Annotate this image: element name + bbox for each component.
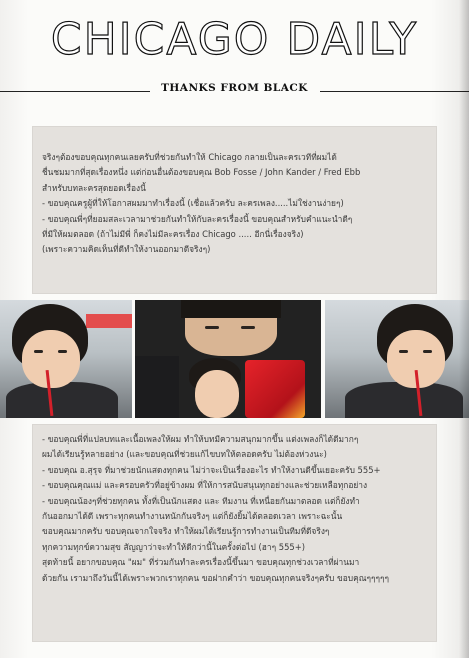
face [22,330,80,388]
eye [399,350,408,353]
box1-line: ที่มีให้ผมตลอด (ถ้าไม่มีพี่ ก็คงไม่มีละครเรื่อง Chicago ..... อีกนี่เรื่องจริง) [42,229,304,240]
box2-line: ผมได้เรียนรู้หลายอย่าง (และขอบคุณที่ช่วยแก้ไขบทให้ตลอดครับ ไม่ต้องห่วงนะ) [42,449,327,460]
box2-line: - ขอบคุณ อ.สุรุจ ที่มาช่วยนักแสดงทุกคน ไม่ว่าจะเป็นเรื่องอะไร ทำให้งานดีขึ้นเยอะครับ 555+ [42,464,381,475]
photo-right [325,300,469,418]
photo-middle [135,300,321,418]
snack-bag [245,360,305,418]
box2-line: สุดท้ายนี้ อยากขอบคุณ "ผม" ที่ร่วมกันทำละครเรื่องนี้ขึ้นมา ขอบคุณทุกช่วงเวลาที่ผ่านมา [42,557,360,568]
photo-left [0,300,132,418]
box2-line: - ขอบคุณน้องๆที่ช่วยทุกคน ทั้งที่เป็นนักแสดง และ ทีมงาน ที่เหนื่อยกันมาตลอด แต่ก็ยังทำ [42,495,360,506]
masthead-title: CHICAGO DAILY [50,14,419,65]
subhead-text: THANKS FROM BLACK [153,82,316,94]
shirt [345,382,463,418]
eye [423,350,432,353]
box1-text [42,150,427,258]
box2-line: - ขอบคุณคุณแม่ และครอบครัวที่อยู่ข้างผม ที่ให้การสนับสนุนทุกอย่างและช่วยเหลือทุกอย่าง [42,480,368,491]
page-edge-shadow [459,0,469,658]
thanks-panel-top [32,126,437,294]
photo-strip [0,300,469,418]
eye [58,350,67,353]
box2-text [42,432,427,586]
closeup-hair [181,300,281,318]
stall-sign [86,314,132,328]
subhead [0,82,469,94]
box2-line: ทุกความทุกข์ความสุข สัญญาว่าจะทำให้ดีกว่านี้ในครั้งต่อไป (ฮาๆ 555+) [42,541,306,552]
box1-line: จริงๆต้องขอบคุณทุกคนเลยครับที่ช่วยกันทำให้ Chicago กลายเป็นละครเวทีที่ผมได้ [42,152,337,162]
eye [241,326,255,329]
shirt [6,382,118,418]
lower-left-face [135,356,179,418]
box2-line: กันออกมาได้ดี เพราะทุกคนทำงานหนักกันจริงๆ แต่ก็ยังยิ้มได้ตลอดเวลา เพราะฉะนั้น [42,511,343,522]
thanks-panel-bottom [32,424,437,642]
box1-line: - ขอบคุณพี่ๆที่ยอมสละเวลามาช่วยกันทำให้กับละครเรื่องนี้ ขอบคุณสำหรับคำแนะนำดีๆ [42,213,353,224]
eye [34,350,43,353]
box2-line: ด้วยกัน เรามาถึงวันนี้ได้เพราะพวกเราทุกคน ขอฝากคำว่า ขอบคุณทุกคนจริงๆครับ ขอบคุณๆๆๆๆๆ [42,572,389,583]
box1-line: - ขอบคุณครูผู้ที่ให้โอกาสผมมาทำเรื่องนี้ (เชื่อแล้วครับ ละครเพลง.....ไม่ใช่งานง่ายๆ) [42,198,344,209]
box2-line: - ขอบคุณพี่ที่แปลบทและเนื้อเพลงให้ผม ทำให้บทมีความสนุกมากขึ้น แต่งเพลงก็ได้ดีมากๆ [42,434,359,444]
eye [205,326,219,329]
box1-line: (เพราะความคิดเห็นที่ดีทำให้งานออกมาดีจริงๆ) [42,244,211,255]
box2-line: ขอบคุณมากครับ ขอบคุณจากใจจริง ทำให้ผมได้เรียนรู้การทำงานเป็นทีมที่ดีจริงๆ [42,526,330,537]
box1-line: สำหรับบทละครสุดยอดเรื่องนี้ [42,182,146,193]
box1-line: ชื่นชมมากที่สุดเรื่องหนึ่ง แต่ก่อนอื่นต้องขอบคุณ Bob Fosse / John Kander / Fred Ebb [42,167,361,178]
face [195,370,239,418]
